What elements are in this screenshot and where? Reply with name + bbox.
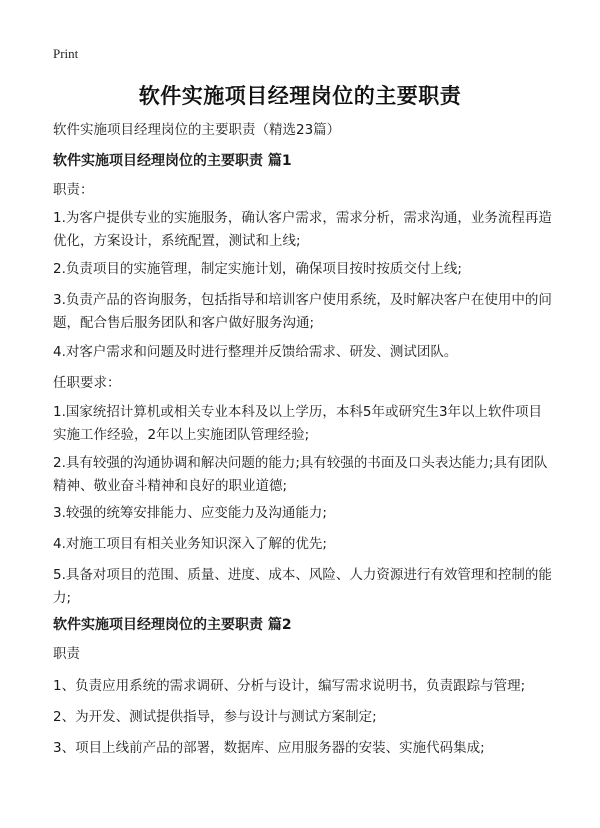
section-1-duties-label: 职责：	[53, 182, 94, 198]
section-1-requirement-5: 5.具备对项目的范围、质量、进度、成本、风险、人力资源进行有效管理和控制的能力;	[53, 567, 552, 606]
section-1-requirement-2: 2.具有较强的沟通协调和解决问题的能力;具有较强的书面及口头表达能力;具有团队精神、敬业奋斗精神和良好的职业道德;	[53, 455, 548, 494]
section-1-duty-3: 3.负责产品的咨询服务，包括指导和培训客户使用系统，及时解决客户在使用中的问题，配合售后服务团队和客户做好服务沟通;	[53, 292, 552, 331]
section-1-requirement-4: 4.对施工项目有相关业务知识深入了解的优先;	[53, 536, 327, 552]
page-title: 软件实施项目经理岗位的主要职责	[138, 84, 462, 108]
section-1-requirements-label: 任职要求：	[53, 375, 121, 391]
section-2-duty-2: 2、为开发、测试提供指导，参与设计与测试方案制定;	[53, 709, 377, 725]
print-label: Print	[53, 46, 79, 61]
section-1-duty-4: 4.对客户需求和问题及时进行整理并反馈给需求、研发、测试团队。	[53, 344, 458, 360]
section-1-requirement-1: 1.国家统招计算机或相关专业本科及以上学历，本科5年或研究生3年以上软件项目实施工作经验，2年以上实施团队管理经验;	[53, 404, 543, 443]
section-2-duty-1: 1、负责应用系统的需求调研、分析与设计，编写需求说明书，负责跟踪与管理;	[53, 678, 526, 694]
intro-text: 软件实施项目经理岗位的主要职责（精选23篇）	[53, 122, 341, 138]
section-2-duty-3: 3、项目上线前产品的部署，数据库、应用服务器的安装、实施代码集成;	[53, 740, 485, 756]
section-1-heading: 软件实施项目经理岗位的主要职责 篇1	[53, 153, 292, 169]
section-1-duty-2: 2.负责项目的实施管理，制定实施计划，确保项目按时按质交付上线;	[53, 261, 462, 277]
section-2-heading: 软件实施项目经理岗位的主要职责 篇2	[53, 617, 292, 633]
section-1-duty-1: 1.为客户提供专业的实施服务，确认客户需求，需求分析，需求沟通，业务流程再造优化，方案设计，系统配置，测试和上线;	[53, 210, 552, 249]
section-1-requirement-3: 3.较强的统筹安排能力、应变能力及沟通能力;	[53, 505, 327, 521]
section-2-duties-label: 职责	[53, 646, 80, 662]
